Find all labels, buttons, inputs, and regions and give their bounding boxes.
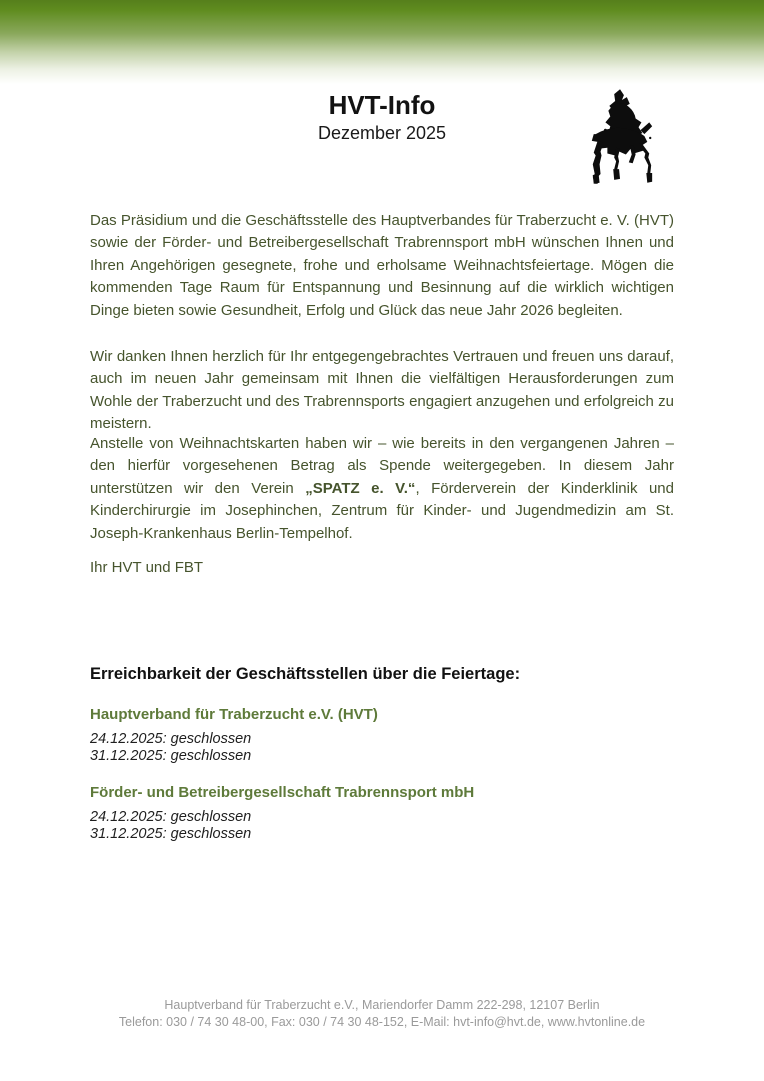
horse-logo-icon xyxy=(584,86,658,188)
office-name: Förder- und Betreibergesellschaft Trabrennsport mbH xyxy=(90,784,475,801)
footer-address: Hauptverband für Traberzucht e.V., Mariendorfer Damm 222-298, 12107 Berlin xyxy=(164,998,600,1012)
paragraph-greeting: Das Präsidium und die Geschäftsstelle des Hauptverbandes für Traberzucht e. V. (HVT) sowie der Förder- und Betreibergesellschaft Trabrennsport mbH wünschen Ihnen und Ihren Angehörigen gesegnete, frohe und erholsame Weihnachtsfeiertage. Mögen die kommenden Tage Raum für Entspannung und Besinnung auf die wirklich wichtigen Dinge bieten sowie Gesundheit, Erfolg und Glück das neue Jahr 2026 begleiten. xyxy=(90,212,674,319)
office-closure: 24.12.2025: geschlossen xyxy=(90,731,252,747)
document-title: HVT-Info xyxy=(328,90,436,120)
footer xyxy=(0,997,764,1031)
office-section-hvt xyxy=(90,706,378,764)
document-subtitle: Dezember 2025 xyxy=(317,123,447,143)
donation-text-after: , Förderverein der Kinderklinik und Kinderchirurgie im Josephinchen, Zentrum für Kinder- und Jugendmedizin am St. Joseph-Krankenhaus Berlin-Tempelhof. xyxy=(90,479,674,542)
office-closure: 31.12.2025: geschlossen xyxy=(90,825,252,842)
office-closure: 31.12.2025: geschlossen xyxy=(90,747,252,764)
paragraph-donation xyxy=(90,433,674,545)
header-gradient-band xyxy=(0,0,764,84)
office-closure: 24.12.2025: geschlossen xyxy=(90,809,252,825)
footer-contact: Telefon: 030 / 74 30 48-00, Fax: 030 / 74 30 48-152, E-Mail: hvt-info@hvt.de, www.hvtonline.de xyxy=(118,1015,646,1029)
office-section-fbt xyxy=(90,784,474,842)
donation-text-before: Anstelle von Weihnachtskarten haben wir – wie bereits in den vergangenen Jahren – den hierfür vorgesehenen Betrag als Spende weitergegeben. In diesem Jahr unterstützen wir den Verein xyxy=(90,435,674,497)
signoff: Ihr HVT und FBT xyxy=(90,559,204,576)
paragraph-thanks: Wir danken Ihnen herzlich für Ihr entgegengebrachtes Vertrauen und freuen uns darauf, auch im neuen Jahr gemeinsam mit Ihnen die vielfältigen Herausforderungen zum Wohle der Traberzucht und des Trabrennsports engagiert anzugehen und erfolgreich zu meistern. xyxy=(90,348,674,433)
availability-heading: Erreichbarkeit der Geschäftsstellen über die Feiertage: xyxy=(90,665,521,683)
spatz-verein-name: „SPATZ e. V.“ xyxy=(305,479,416,497)
office-name: Hauptverband für Traberzucht e.V. (HVT) xyxy=(90,706,378,723)
